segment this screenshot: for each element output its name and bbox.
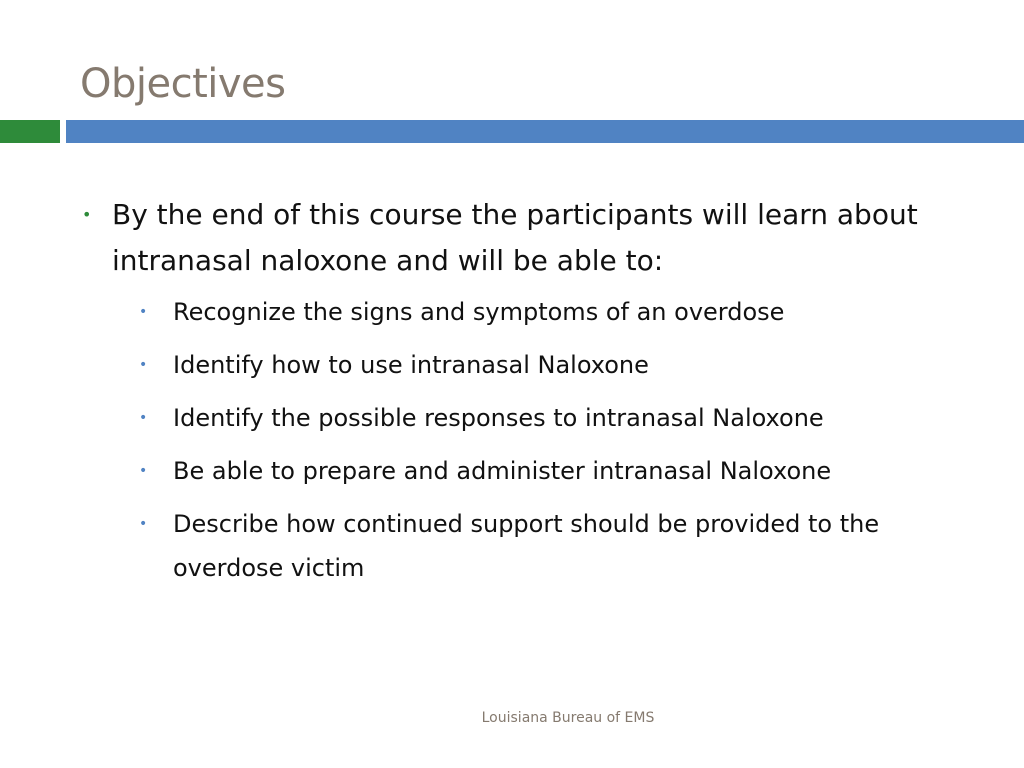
bullet-dot-icon: • xyxy=(82,205,92,224)
sub-bullet-text: Be able to prepare and administer intranasal Naloxone xyxy=(173,457,832,485)
sub-bullet-dot-icon: • xyxy=(139,463,148,479)
sub-bullet-text: Describe how continued support should be provided to the overdose victim xyxy=(173,510,880,582)
sub-bullet-text: Recognize the signs and symptoms of an overdose xyxy=(173,298,785,326)
sub-bullet-list xyxy=(80,290,980,590)
sub-bullet-text: Identify how to use intranasal Naloxone xyxy=(173,351,649,379)
sub-bullet-dot-icon: • xyxy=(139,516,148,532)
slide-content xyxy=(80,192,980,599)
sub-bullet-dot-icon: • xyxy=(139,304,148,320)
sub-bullet-dot-icon: • xyxy=(139,357,148,373)
slide-footer: Louisiana Bureau of EMS xyxy=(481,710,655,726)
sub-bullet-dot-icon: • xyxy=(139,410,148,426)
sub-bullet-item xyxy=(80,396,980,440)
sub-bullet-text: Identify the possible responses to intranasal Naloxone xyxy=(173,404,824,432)
sub-bullet-item xyxy=(80,502,980,590)
sub-bullet-item xyxy=(80,290,980,334)
title-accent-blue-bar xyxy=(66,120,1024,143)
sub-bullet-item xyxy=(80,449,980,493)
main-bullet-text: By the end of this course the participants will learn about intranasal naloxone and will be able to: xyxy=(112,198,918,277)
title-accent-green-bar xyxy=(0,120,60,143)
main-bullet xyxy=(80,192,980,284)
slide-title: Objectives xyxy=(80,61,286,107)
sub-bullet-item xyxy=(80,343,980,387)
